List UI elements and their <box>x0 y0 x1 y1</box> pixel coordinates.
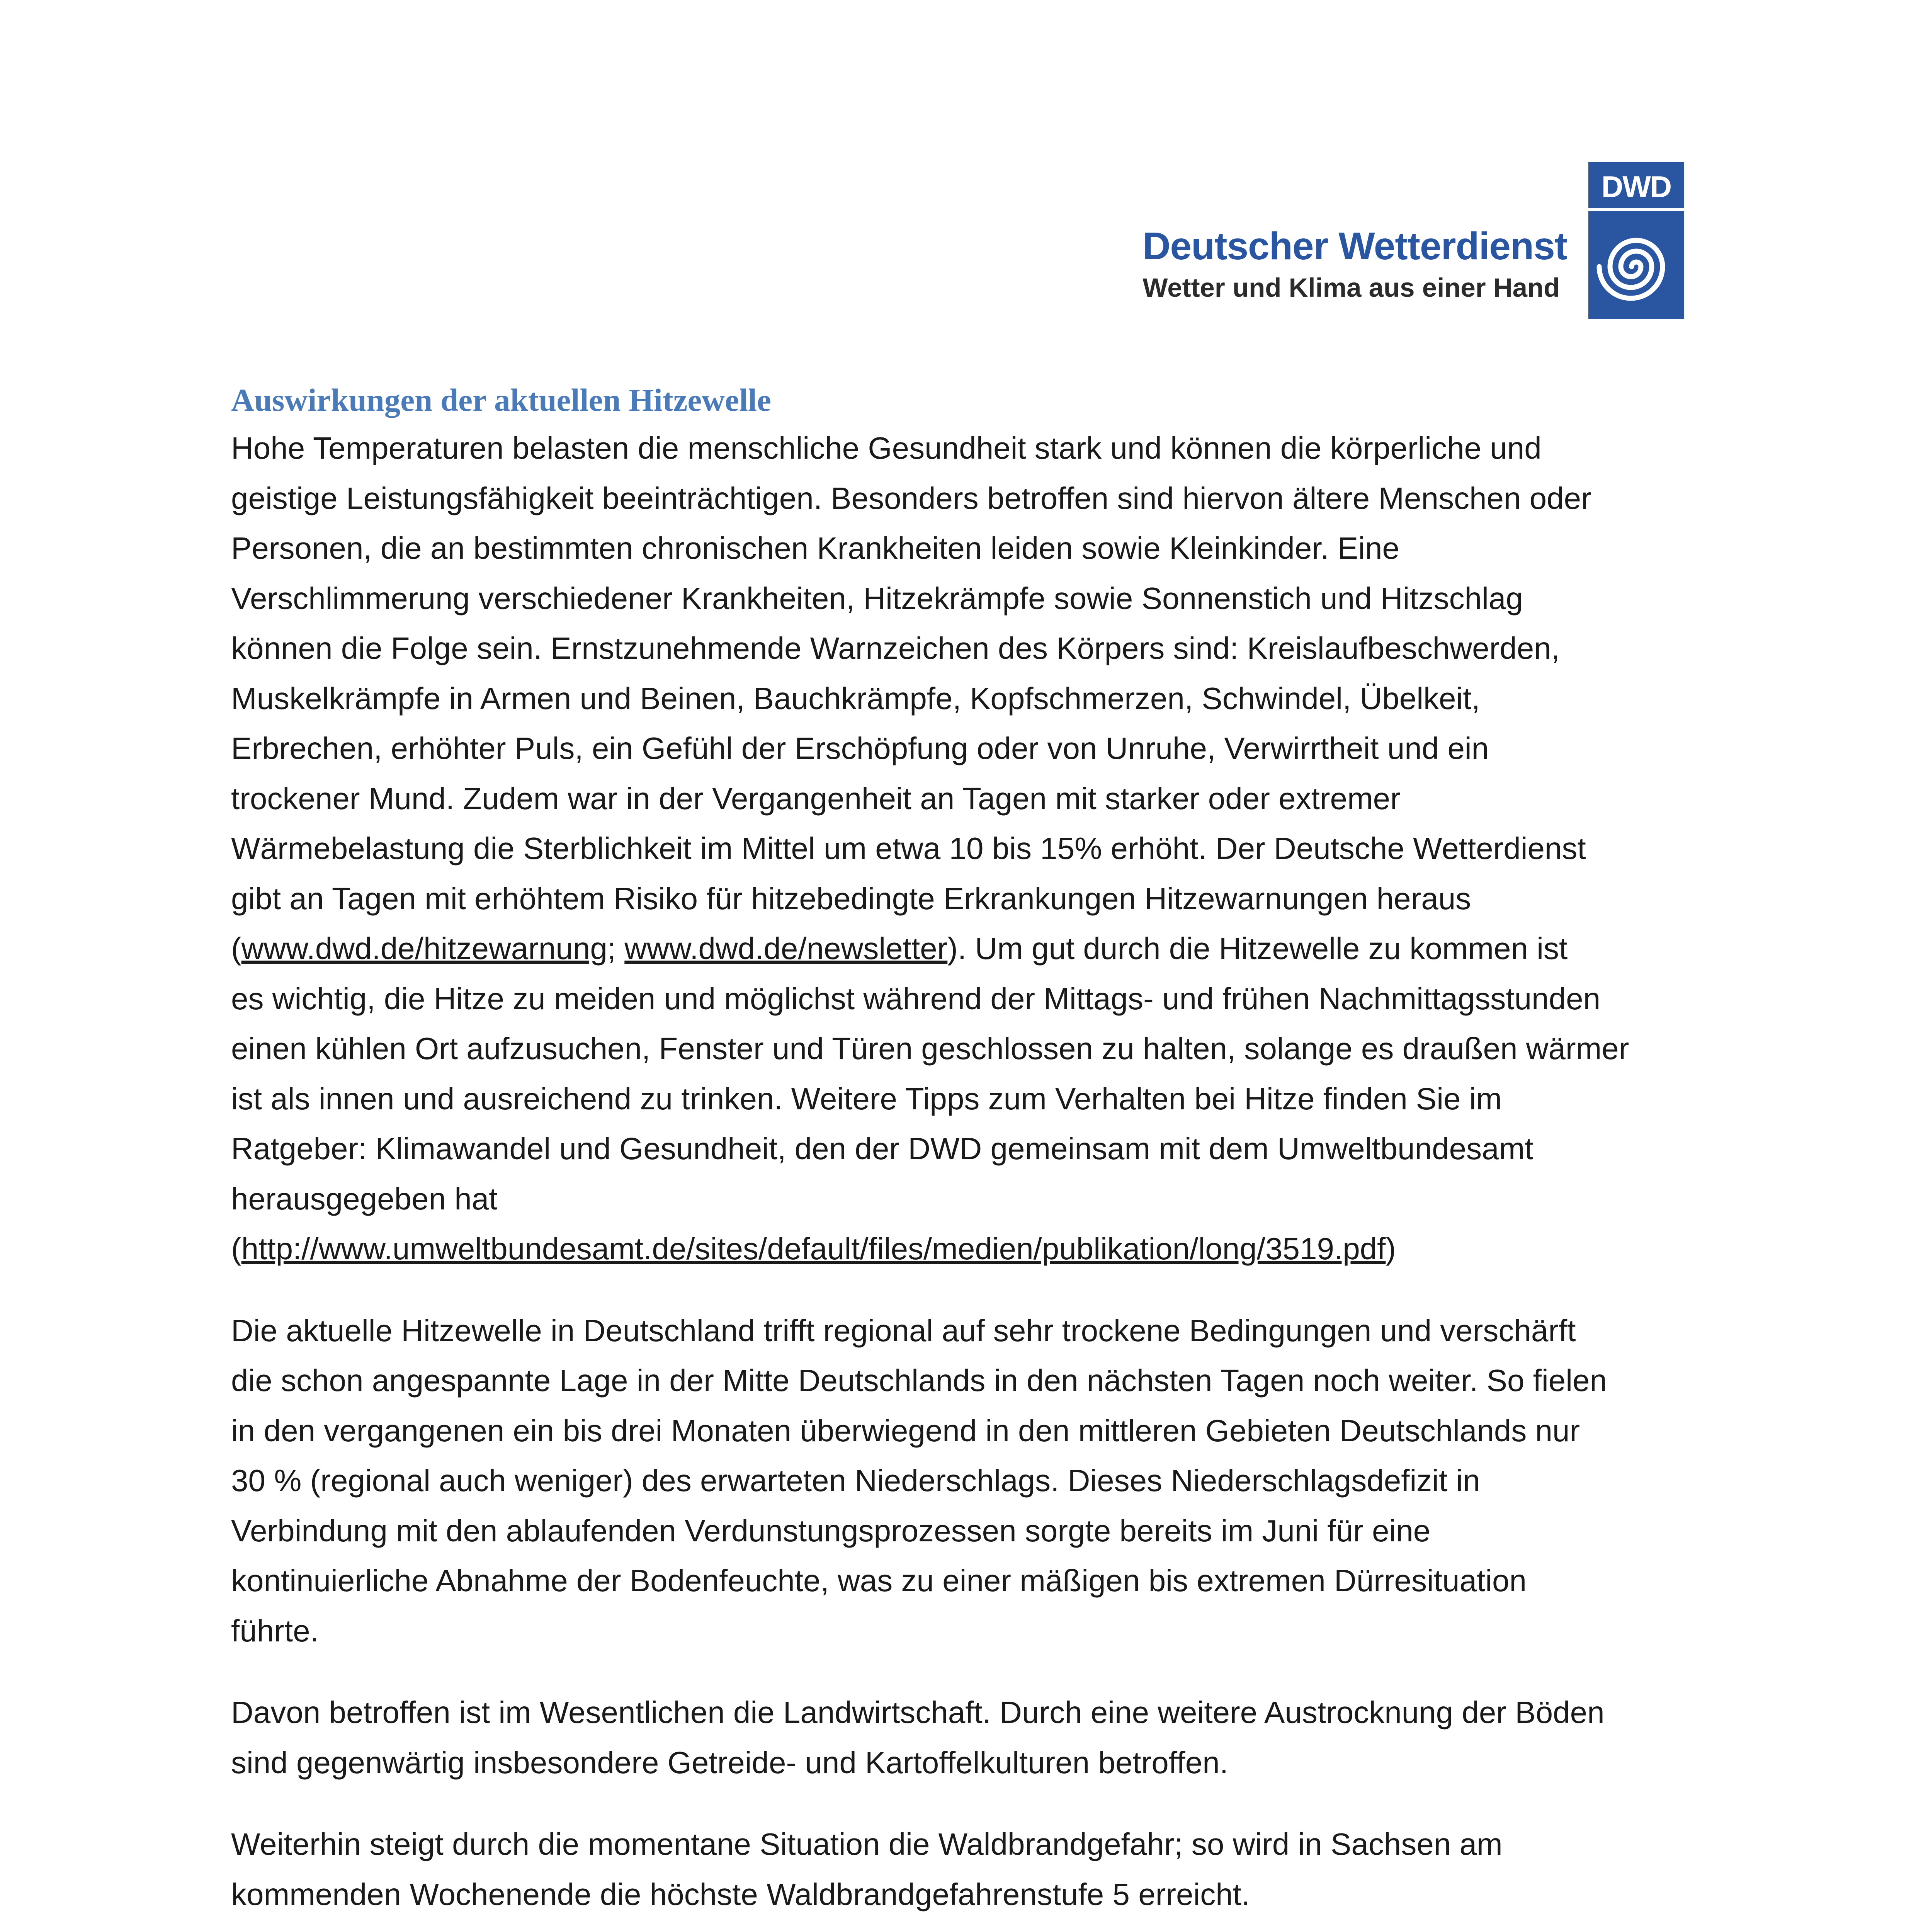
page-title: Auswirkungen der aktuellen Hitzewelle <box>231 382 771 418</box>
text-line: Die aktuelle Hitzewelle in Deutschland trifft regional auf sehr trockene Bedingungen und verschärft <box>231 1313 1576 1348</box>
link-separator: ; <box>607 931 625 966</box>
text-line: Wärmebelastung die Sterblichkeit im Mittel um etwa 10 bis 15% erhöht. Der Deutsche Wetterdienst <box>231 831 1586 866</box>
link-uba-publication[interactable]: http://www.umweltbundesamt.de/sites/default/files/medien/publikation/long/3519.pdf <box>241 1231 1386 1266</box>
text-line: kommenden Wochenende die höchste Waldbrandgefahrenstufe 5 erreicht. <box>231 1877 1250 1912</box>
text-line: Personen, die an bestimmten chronischen Krankheiten leiden sowie Kleinkinder. Eine <box>231 531 1400 565</box>
text-line: die schon angespannte Lage in der Mitte Deutschlands in den nächsten Tagen noch weiter. So fielen <box>231 1363 1607 1398</box>
text-line: 30 % (regional auch weniger) des erwarteten Niederschlags. Dieses Niederschlagsdefizit in <box>231 1463 1480 1498</box>
text-line: Ratgeber: Klimawandel und Gesundheit, den der DWD gemeinsam mit dem Umweltbundesamt <box>231 1131 1533 1166</box>
logo-abbreviation: DWD <box>1601 170 1671 204</box>
paragraph-forest-fire <box>231 1819 1719 1919</box>
link-newsletter[interactable]: www.dwd.de/newsletter <box>624 931 948 966</box>
text-line: Weiterhin steigt durch die momentane Situation die Waldbrandgefahr; so wird in Sachsen am <box>231 1827 1503 1861</box>
text-line: kontinuierliche Abnahme der Bodenfeuchte, was zu einer mäßigen bis extremen Dürresituation <box>231 1563 1527 1598</box>
text-line: es wichtig, die Hitze zu meiden und möglichst während der Mittags- und frühen Nachmittagsstunden <box>231 981 1601 1016</box>
text-line: Erbrechen, erhöhter Puls, ein Gefühl der Erschöpfung oder von Unruhe, Verwirrtheit und ein <box>231 731 1489 765</box>
text-line: Muskelkrämpfe in Armen und Beinen, Bauchkrämpfe, Kopfschmerzen, Schwindel, Übelkeit, <box>231 681 1480 716</box>
close-paren: ) <box>1386 1231 1396 1266</box>
text-line: können die Folge sein. Ernstzunehmende Warnzeichen des Körpers sind: Kreislaufbeschwerden, <box>231 631 1560 665</box>
text-line: Verschlimmerung verschiedener Krankheiten, Hitzekrämpfe sowie Sonnenstich und Hitzschlag <box>231 581 1523 616</box>
text-line: Hohe Temperaturen belasten die menschliche Gesundheit stark und können die körperliche und <box>231 431 1542 465</box>
open-paren: ( <box>231 931 241 966</box>
text-line: herausgegeben hat <box>231 1181 498 1216</box>
logo-wordmark <box>1142 162 1567 307</box>
spiral-icon <box>1594 216 1679 313</box>
link-hitzewarnung[interactable]: www.dwd.de/hitzewarnung <box>241 931 607 966</box>
logo-organization-name: Deutscher Wetterdienst <box>1142 224 1567 268</box>
text-line: trockener Mund. Zudem war in der Vergangenheit an Tagen mit starker oder extremer <box>231 781 1401 816</box>
open-paren: ( <box>231 1231 241 1266</box>
logo-emblem <box>1588 162 1684 319</box>
dwd-logo <box>1142 162 1684 319</box>
text-line-with-links <box>231 923 1719 974</box>
paragraph-drought <box>231 1306 1719 1656</box>
text-line: in den vergangenen ein bis drei Monaten überwiegend in den mittleren Gebieten Deutschlands nur <box>231 1413 1580 1448</box>
text-line-with-link <box>231 1224 1719 1274</box>
text-line: führte. <box>231 1613 319 1648</box>
text-line: geistige Leistungsfähigkeit beeinträchtigen. Besonders betroffen sind hiervon ältere Menschen oder <box>231 481 1591 515</box>
text-line: ist als innen und ausreichend zu trinken. Weitere Tipps zum Verhalten bei Hitze finden Sie im <box>231 1081 1502 1116</box>
text-fragment: ). Um gut durch die Hitzewelle zu kommen ist <box>947 931 1568 966</box>
text-line: gibt an Tagen mit erhöhtem Risiko für hitzebedingte Erkrankungen Hitzewarnungen heraus <box>231 881 1471 916</box>
document-body <box>231 377 1719 1932</box>
text-line: sind gegenwärtig insbesondere Getreide- und Kartoffelkulturen betroffen. <box>231 1745 1228 1780</box>
logo-divider <box>1588 208 1684 211</box>
text-line: Verbindung mit den ablaufenden Verdunstungsprozessen sorgte bereits im Juni für eine <box>231 1513 1431 1548</box>
logo-slogan: Wetter und Klima aus einer Hand <box>1142 273 1560 303</box>
paragraph-health-effects <box>231 423 1719 1274</box>
text-line: einen kühlen Ort aufzusuchen, Fenster und Türen geschlossen zu halten, solange es draußen wärmer <box>231 1031 1629 1066</box>
paragraph-agriculture <box>231 1687 1719 1787</box>
text-line: Davon betroffen ist im Wesentlichen die Landwirtschaft. Durch eine weitere Austrocknung der Böden <box>231 1695 1605 1730</box>
